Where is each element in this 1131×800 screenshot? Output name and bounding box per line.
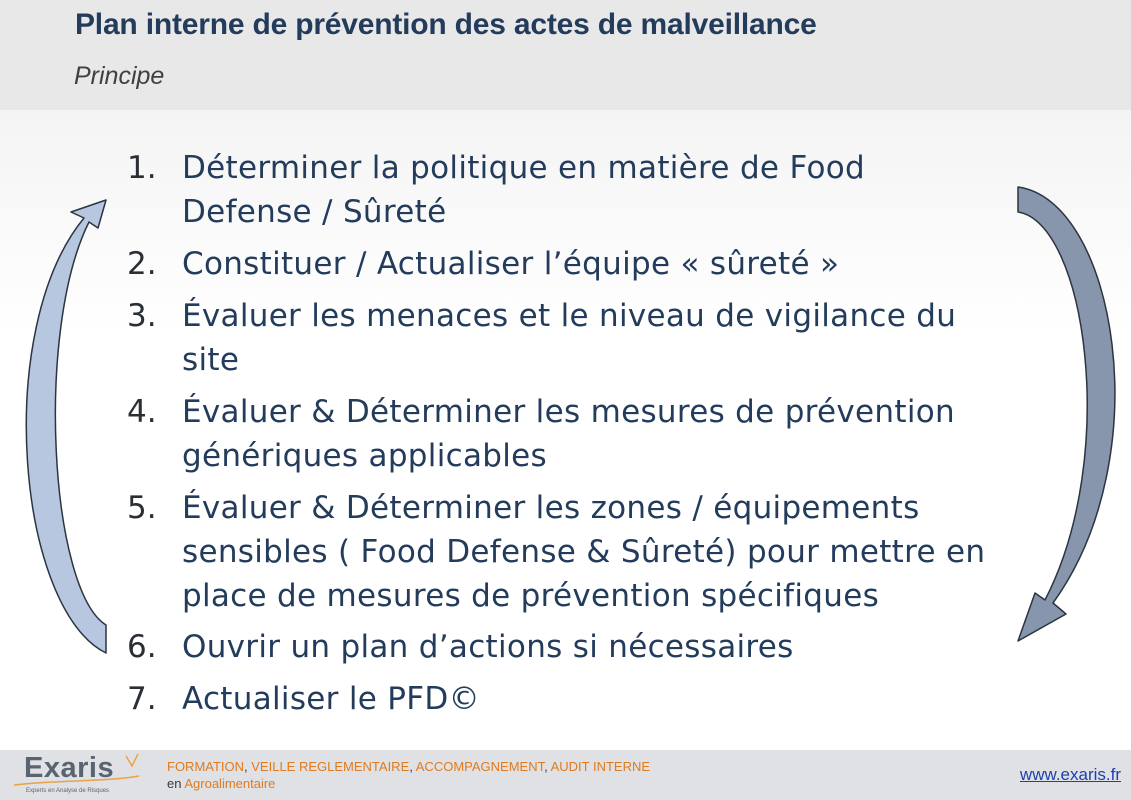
step-number: 3. xyxy=(127,298,157,334)
step-text-line: place de mesures de prévention spécifiques xyxy=(182,578,880,614)
logo-text: Exaris xyxy=(24,752,115,784)
step-number: 5. xyxy=(127,490,157,526)
step-text-line: sensibles ( Food Defense & Sûreté) pour mettre en xyxy=(182,534,986,570)
step-text-line: Évaluer & Déterminer les zones / équipements xyxy=(182,490,920,526)
exaris-logo xyxy=(14,752,144,798)
website-link[interactable]: www.exaris.fr xyxy=(1019,765,1121,784)
service-veille: VEILLE REGLEMENTAIRE xyxy=(251,759,410,774)
services-prefix: en xyxy=(167,776,185,791)
service-formation: FORMATION xyxy=(167,759,245,774)
step-number: 1. xyxy=(127,150,157,186)
service-accompagnement: ACCOMPAGNEMENT xyxy=(415,759,545,774)
step-number: 7. xyxy=(127,681,157,717)
service-agro: Agroalimentaire xyxy=(184,776,276,791)
step-text-line: Déterminer la politique en matière de Food xyxy=(182,150,865,186)
logo-tagline: Experts en Analyse de Risques xyxy=(26,788,110,794)
services-line-1 xyxy=(167,758,650,775)
step-number: 4. xyxy=(127,394,157,430)
step-text-line: génériques applicables xyxy=(182,438,547,474)
step-text-line: Ouvrir un plan d’actions si nécessaires xyxy=(182,629,794,665)
step-text-line: Actualiser le PFD© xyxy=(182,681,480,717)
step-number: 2. xyxy=(127,246,157,282)
step-text-line: site xyxy=(182,342,240,378)
slide-subtitle: Principe xyxy=(74,62,165,90)
separator: , xyxy=(409,759,416,774)
separator: , xyxy=(544,759,551,774)
slide-title: Plan interne de prévention des actes de malveillance xyxy=(75,8,817,41)
services-text xyxy=(167,758,650,792)
slide-footer xyxy=(0,750,1131,800)
separator: , xyxy=(244,759,252,774)
services-line-2 xyxy=(167,775,650,792)
step-text-line: Defense / Sûreté xyxy=(182,194,447,230)
step-number: 6. xyxy=(127,629,157,665)
step-text-line: Évaluer & Déterminer les mesures de prévention xyxy=(182,394,955,430)
service-audit: AUDIT INTERNE xyxy=(550,759,651,774)
step-text-line: Évaluer les menaces et le niveau de vigilance du xyxy=(182,298,957,334)
step-text-line: Constituer / Actualiser l’équipe « sûreté » xyxy=(182,246,840,282)
